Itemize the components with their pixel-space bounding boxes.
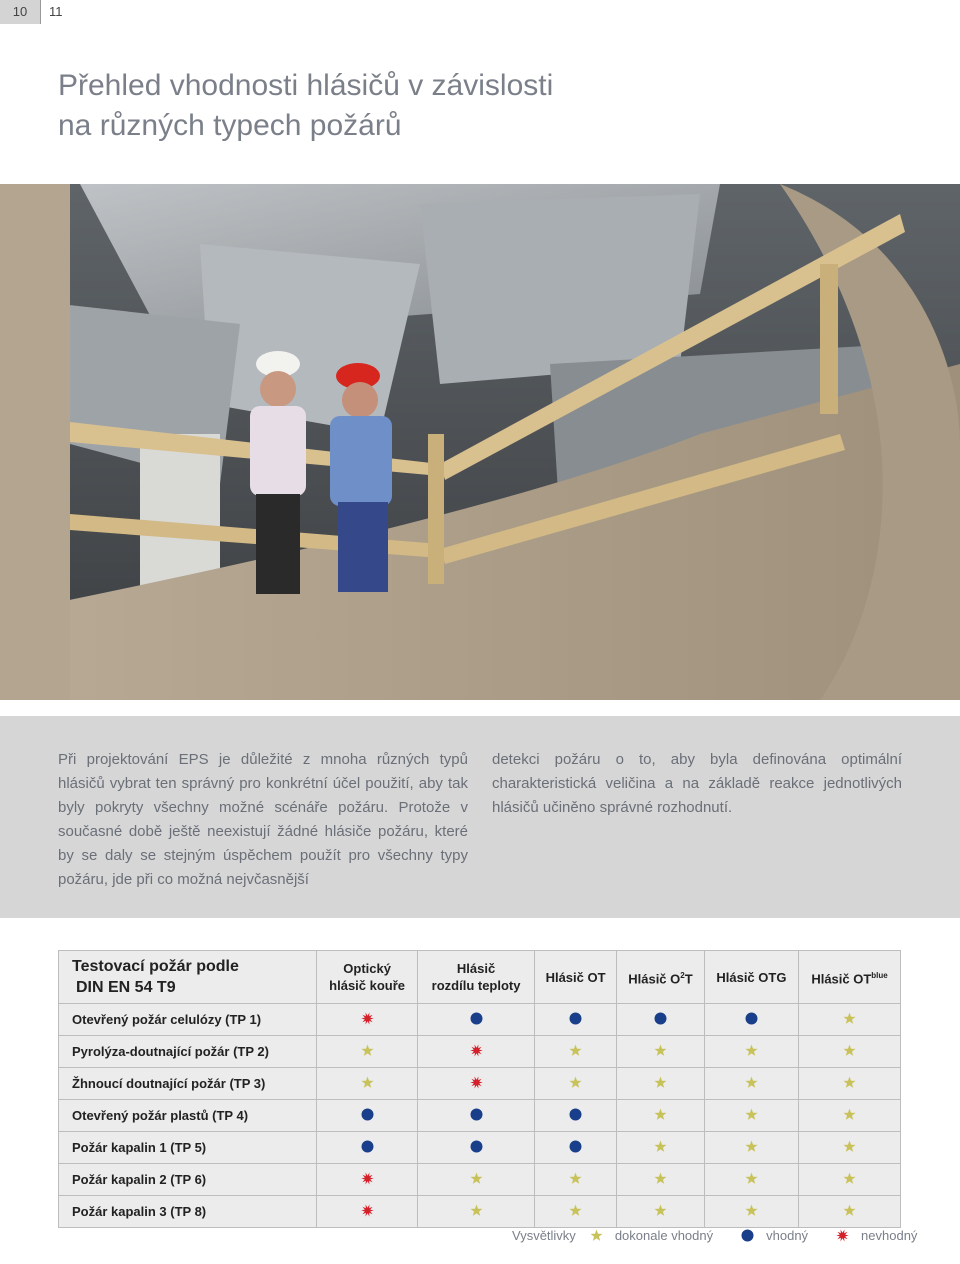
header-diff-line1: Hlásič	[456, 961, 496, 976]
rating-cell	[704, 1036, 798, 1068]
header-otblue-main: Hlásič OT	[811, 971, 872, 987]
legend-item-perfect	[590, 1228, 713, 1243]
row-label: Požár kapalin 2 (TP 6)	[59, 1164, 317, 1196]
table-row	[59, 1100, 901, 1132]
star-icon	[470, 1205, 483, 1220]
rating-cell	[317, 1068, 418, 1100]
row-label: Žhnoucí doutnající požár (TP 3)	[59, 1068, 317, 1100]
rating-cell	[617, 1068, 705, 1100]
burst-icon	[361, 1173, 374, 1188]
star-icon	[745, 1045, 758, 1060]
table-row	[59, 1068, 901, 1100]
burst-icon	[836, 1229, 855, 1242]
star-icon	[843, 1109, 856, 1124]
intro-text-col1: Při projektování EPS je důležité z mnoha různých typů hlásičů vybrat ten správný pro konkrétní účel použití, aby tak byly pokryty všechny možné scénáře požáru. Protože v současné době ještě neexistují žádné hlásiče požáru, které by se daly se stejným úspěchem použít pro všechny typy požáru, jde při co možná nejvčasnější	[58, 751, 468, 888]
page-title-line2: na různých typech požárů	[58, 109, 402, 142]
star-icon	[654, 1141, 667, 1156]
rating-cell	[704, 1196, 798, 1228]
star-icon	[745, 1205, 758, 1220]
star-icon	[569, 1045, 582, 1060]
dot-icon	[741, 1229, 760, 1242]
dot-icon	[470, 1141, 483, 1156]
star-icon	[470, 1173, 483, 1188]
header-diff-temp	[418, 951, 535, 1004]
rating-cell	[799, 1068, 901, 1100]
header-optical-line1: Optický	[343, 961, 391, 976]
star-icon	[745, 1173, 758, 1188]
star-icon	[843, 1077, 856, 1092]
row-label: Otevřený požár celulózy (TP 1)	[59, 1004, 317, 1036]
header-o2t-main: Hlásič O	[628, 971, 681, 987]
intro-section	[0, 716, 960, 918]
star-icon	[745, 1141, 758, 1156]
star-icon	[843, 1013, 856, 1028]
row-label: Otevřený požár plastů (TP 4)	[59, 1100, 317, 1132]
rating-cell	[617, 1004, 705, 1036]
rating-cell	[534, 1036, 616, 1068]
dot-icon	[745, 1013, 758, 1028]
rating-cell	[317, 1036, 418, 1068]
rating-cell	[317, 1100, 418, 1132]
rating-cell	[534, 1100, 616, 1132]
page-number-right: 11	[40, 0, 71, 24]
rating-cell	[534, 1164, 616, 1196]
rating-cell	[534, 1004, 616, 1036]
rating-cell	[418, 1132, 535, 1164]
intro-text-col2: detekci požáru o to, aby byla definována optimální charakteristická veličina a na základě reakce jednotlivých hlásičů učiněno správné rozhodnutí.	[492, 751, 902, 816]
page-title	[58, 66, 553, 146]
star-icon	[569, 1173, 582, 1188]
header-test-fire	[59, 951, 317, 1004]
hero-photo	[0, 184, 960, 700]
legend	[512, 1228, 917, 1243]
rating-cell	[317, 1132, 418, 1164]
star-icon	[843, 1045, 856, 1060]
dot-icon	[470, 1109, 483, 1124]
burst-icon	[470, 1077, 483, 1092]
rating-cell	[418, 1100, 535, 1132]
legend-unsuitable-label: nevhodný	[861, 1228, 918, 1243]
star-icon	[843, 1205, 856, 1220]
rating-cell	[317, 1196, 418, 1228]
header-o2t-sup: 2	[680, 970, 685, 980]
star-icon	[654, 1173, 667, 1188]
rating-cell	[704, 1132, 798, 1164]
header-test-fire-line2: DIN EN 54 T9	[76, 979, 176, 996]
star-icon	[569, 1077, 582, 1092]
page-title-line1: Přehled vhodnosti hlásičů v závislosti	[58, 69, 554, 102]
star-icon	[745, 1077, 758, 1092]
rating-cell	[617, 1036, 705, 1068]
rating-cell	[418, 1164, 535, 1196]
photo-illustration	[0, 184, 960, 700]
page-numbers	[0, 0, 71, 24]
dot-icon	[654, 1013, 667, 1028]
header-o2t	[617, 951, 705, 1004]
rating-cell	[617, 1196, 705, 1228]
rating-cell	[534, 1068, 616, 1100]
star-icon	[843, 1141, 856, 1156]
table-row	[59, 1164, 901, 1196]
header-diff-line2: rozdílu teploty	[431, 978, 521, 993]
table-row	[59, 1196, 901, 1228]
rating-cell	[418, 1004, 535, 1036]
header-otblue	[799, 951, 901, 1004]
rating-cell	[799, 1100, 901, 1132]
rating-cell	[799, 1132, 901, 1164]
header-optical-line2: hlásič kouře	[329, 978, 406, 993]
star-icon	[361, 1077, 374, 1092]
star-icon	[569, 1205, 582, 1220]
star-icon	[590, 1229, 609, 1242]
star-icon	[745, 1109, 758, 1124]
rating-cell	[799, 1196, 901, 1228]
rating-cell	[418, 1036, 535, 1068]
legend-suitable-label: vhodný	[766, 1228, 809, 1243]
table-header-row	[59, 951, 901, 1004]
legend-item-suitable	[741, 1228, 808, 1243]
rating-cell	[617, 1132, 705, 1164]
rating-cell	[317, 1164, 418, 1196]
row-label: Požár kapalin 1 (TP 5)	[59, 1132, 317, 1164]
dot-icon	[470, 1013, 483, 1028]
rating-cell	[799, 1004, 901, 1036]
star-icon	[654, 1077, 667, 1092]
rating-cell	[617, 1164, 705, 1196]
table-row	[59, 1036, 901, 1068]
rating-cell	[799, 1164, 901, 1196]
dot-icon	[569, 1109, 582, 1124]
rating-cell	[617, 1100, 705, 1132]
dot-icon	[361, 1141, 374, 1156]
rating-cell	[704, 1004, 798, 1036]
burst-icon	[470, 1045, 483, 1060]
rating-cell	[418, 1068, 535, 1100]
rating-cell	[534, 1196, 616, 1228]
burst-icon	[361, 1013, 374, 1028]
legend-item-unsuitable	[836, 1228, 917, 1243]
rating-cell	[704, 1100, 798, 1132]
star-icon	[654, 1045, 667, 1060]
header-ot: Hlásič OT	[534, 951, 616, 1004]
star-icon	[843, 1173, 856, 1188]
rating-cell	[534, 1132, 616, 1164]
header-otg: Hlásič OTG	[704, 951, 798, 1004]
rating-cell	[418, 1196, 535, 1228]
table-body	[59, 1004, 901, 1228]
header-optical	[317, 951, 418, 1004]
star-icon	[361, 1045, 374, 1060]
row-label: Požár kapalin 3 (TP 8)	[59, 1196, 317, 1228]
suitability-table	[58, 950, 901, 1228]
dot-icon	[569, 1141, 582, 1156]
header-test-fire-line1: Testovací požár podle	[72, 958, 239, 975]
rating-cell	[704, 1068, 798, 1100]
legend-title: Vysvětlivky	[512, 1228, 576, 1243]
dot-icon	[569, 1013, 582, 1028]
header-o2t-end: T	[684, 971, 693, 987]
table-row	[59, 1132, 901, 1164]
legend-perfect-label: dokonale vhodný	[614, 1228, 714, 1243]
star-icon	[654, 1109, 667, 1124]
rating-cell	[704, 1164, 798, 1196]
star-icon	[654, 1205, 667, 1220]
burst-icon	[361, 1205, 374, 1220]
table-row	[59, 1004, 901, 1036]
dot-icon	[361, 1109, 374, 1124]
rating-cell	[799, 1036, 901, 1068]
row-label: Pyrolýza-doutnající požár (TP 2)	[59, 1036, 317, 1068]
page-number-left: 10	[0, 0, 40, 24]
header-otblue-sup: blue	[871, 970, 888, 980]
rating-cell	[317, 1004, 418, 1036]
